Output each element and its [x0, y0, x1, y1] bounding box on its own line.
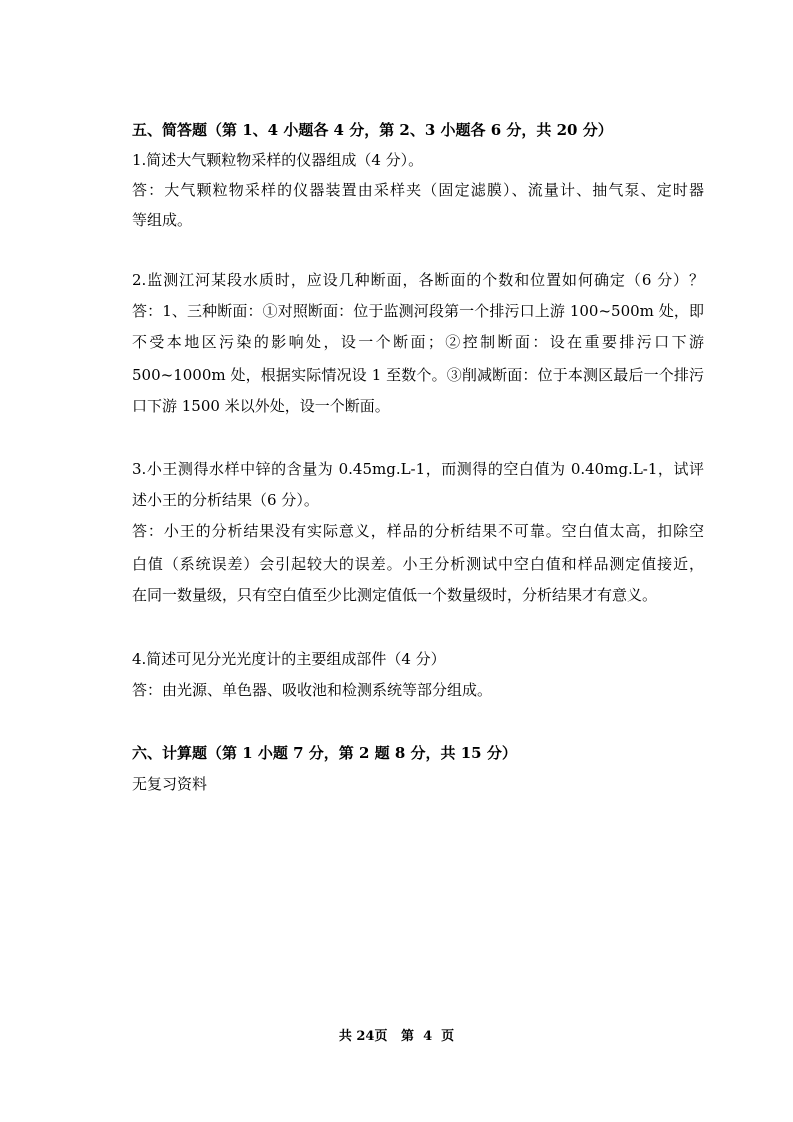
answer-3-line-1: 答：小王的分析结果没有实际意义，样品的分析结果不可靠。空白值太高，扣除空 — [132, 522, 704, 540]
answer-4: 答：由光源、单色器、吸收池和检测系统等部分组成。 — [132, 681, 493, 699]
answer-1-line-2: 等组成。 — [132, 211, 193, 229]
answer-2-line-2: 不受本地区污染的影响处，设一个断面；②控制断面：设在重要排污口下游 — [132, 333, 704, 351]
answer-2-line-1: 答：1、三种断面：①对照断面：位于监测河段第一个排污口上游 100~500m 处，即 — [132, 302, 704, 320]
question-4: 4.简述可见分光光度计的主要组成部件（4 分） — [132, 650, 446, 668]
section-5-heading: 五、简答题（第 1、4 小题各 4 分，第 2、3 小题各 6 分，共 20 分） — [132, 121, 613, 139]
question-3-line-1: 3.小王测得水样中锌的含量为 0.45mg.L-1，而测得的空白值为 0.40mg.L-1，试评 — [132, 460, 704, 478]
answer-2-line-3: 500~1000m 处，根据实际情况设 1 至数个。③削减断面：位于本测区最后一个排污 — [132, 366, 704, 384]
answer-1-line-1: 答：大气颗粒物采样的仪器装置由采样夹（固定滤膜）、流量计、抽气泵、定时器 — [132, 181, 704, 199]
page-footer: 共 24页 第 4 页 — [338, 1029, 455, 1044]
section-6-heading: 六、计算题（第 1 小题 7 分，第 2 题 8 分，共 15 分） — [132, 744, 517, 762]
question-2: 2.监测江河某段水质时，应设几种断面，各断面的个数和位置如何确定（6 分）？ — [132, 271, 704, 289]
question-1: 1.简述大气颗粒物采样的仪器组成（4 分）。 — [132, 151, 424, 169]
section-6-content: 无复习资料 — [132, 775, 208, 793]
answer-3-line-3: 在同一数量级，只有空白值至少比测定值低一个数量级时，分析结果才有意义。 — [132, 586, 658, 604]
answer-3-line-2: 白值（系统误差）会引起较大的误差。小王分析测试中空白值和样品测定值接近， — [132, 555, 704, 573]
question-3-line-2: 述小王的分析结果（6 分）。 — [132, 491, 319, 509]
answer-2-line-4: 口下游 1500 米以外处，设一个断面。 — [132, 397, 390, 415]
